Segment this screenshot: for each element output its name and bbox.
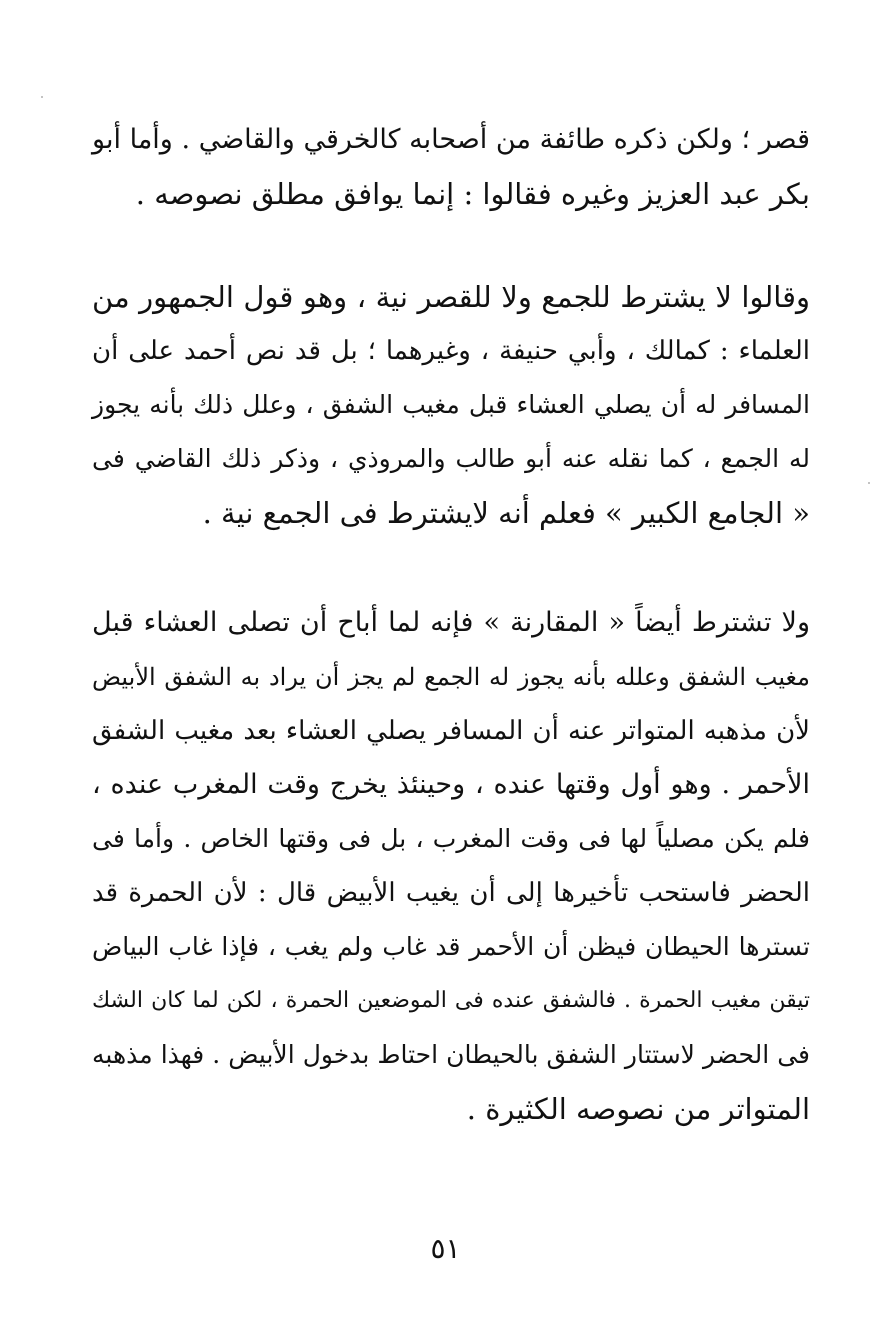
text-line: فى الحضر لاستتار الشفق بالحيطان احتاط بدخول الأبيض . فهذا مذهبه (92, 1040, 810, 1069)
page-number: ٥١ (430, 1232, 461, 1265)
text-line: له الجمع ، كما نقله عنه أبو طالب والمروذي ، وذكر ذلك القاضي فى (92, 444, 810, 473)
text-line: وقالوا لا يشترط للجمع ولا للقصر نية ، وهو قول الجمهور من (92, 280, 810, 314)
text-line: المتواتر من نصوصه الكثيرة . (466, 1092, 810, 1126)
text-line: مغيب الشفق وعلله بأنه يجوز له الجمع لم يجز أن يراد به الشفق الأبيض (92, 663, 810, 691)
paragraph-3 (92, 596, 810, 1136)
text-line: العلماء : كمالك ، وأبي حنيفة ، وغيرهما ؛ بل قد نص أحمد على أن (92, 336, 810, 366)
paragraph-2 (92, 270, 810, 540)
text-line: الحضر فاستحب تأخيرها إلى أن يغيب الأبيض قال : لأن الحمرة قد (92, 878, 810, 908)
page-speck (41, 96, 43, 98)
text-line: لأن مذهبه المتواتر عنه أن المسافر يصلي العشاء بعد مغيب الشفق (92, 716, 810, 746)
paragraph-1 (92, 113, 810, 221)
text-line: « الجامع الكبير » فعلم أنه لايشترط فى الجمع نية . (202, 496, 810, 530)
text-line: الأحمر . وهو أول وقتها عنده ، وحينئذ يخرج وقت المغرب عنده ، (92, 769, 810, 800)
text-line: ولا تشترط أيضاً « المقارنة » فإنه لما أباح أن تصلى العشاء قبل (92, 607, 810, 638)
text-line: بكر عبد العزيز وغيره فقالوا : إنما يوافق مطلق نصوصه . (135, 177, 810, 211)
text-line: تيقن مغيب الحمرة . فالشفق عنده فى الموضعين الحمرة ، لكن لما كان الشك (92, 988, 810, 1013)
text-line: فلم يكن مصلياً لها فى وقت المغرب ، بل فى وقتها الخاص . وأما فى (92, 824, 810, 853)
text-line: تسترها الحيطان فيظن أن الأحمر قد غاب ولم يغب ، فإذا غاب البياض (92, 932, 810, 961)
text-line: قصر ؛ ولكن ذكره طائفة من أصحابه كالخرقي والقاضي . وأما أبو (92, 124, 810, 155)
page-speck (868, 482, 870, 484)
text-line: المسافر له أن يصلي العشاء قبل مغيب الشفق ، وعلل ذلك بأنه يجوز (92, 390, 810, 419)
